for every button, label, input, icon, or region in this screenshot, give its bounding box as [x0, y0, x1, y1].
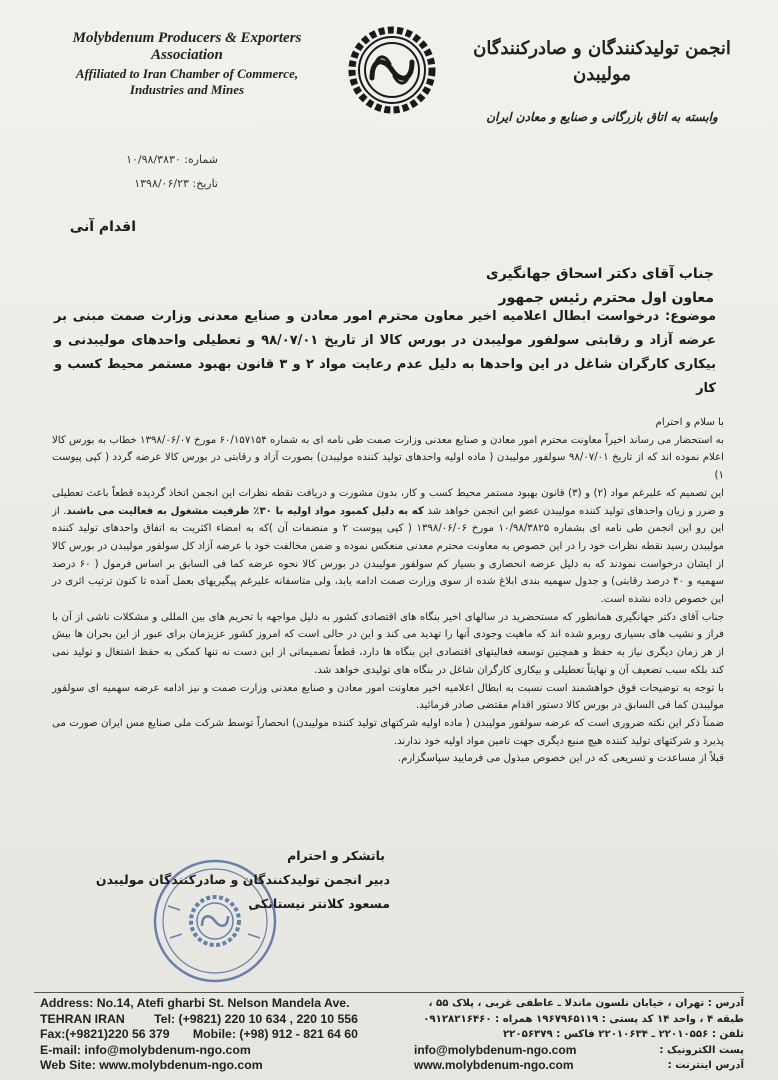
footer-email-fa-row [414, 1043, 744, 1059]
footer-divider [34, 992, 744, 993]
body-paragraph-4: با توجه به توضیحات فوق خواهشمند است نسبت به ابطال اعلامیه اخیر معاونت امور معادن و صنایع معدنی وزارت صمت و نیز ادامه عرضه سهمیه ای سولفور مولیبدن کما فی السابق در بورس کالا دستور اقدام مقتضی صادر فرمائید. [52, 682, 724, 712]
letterhead-english [52, 30, 322, 98]
recipient-block [486, 262, 714, 310]
footer-web-fa-label: آدرس اینترنت : [667, 1060, 744, 1072]
signature-block [96, 844, 390, 916]
letter-subject: موضوع: درخواست ابطال اعلامیه اخیر معاون محترم امور معادن و صنایع معدنی وزارت صمت مبنی بر عرضه آزاد و رقابتی سولفور مولیبدن در بورس کالا از تاریخ ۹۸/۰۷/۰۱ و تعطیلی واحدهای مولیبدنی و بیکاری کارگران شاغل در این واحدها به دلیل عدم رعایت مواد ۲ و ۳ قانون بهبود مستمر محیط کسب و کار [54, 309, 716, 396]
footer-english [40, 996, 358, 1074]
body-paragraph-5: ضمناً ذکر این نکته ضروری است که عرضه سولفور مولیبدن ( ماده اولیه شرکتهای تولید کننده مولیبدن) انحصاراً توسط شرکت ملی صنایع مس ایران صورت می پذیرد و شرکتهای تولید کننده هیچ منبع دیگری جهت تامین مواد اولیه خود ندارند. [52, 717, 724, 747]
body-paragraph-2c: . از این رو این انجمن طی نامه ای بشماره ۱۰/۹۸/۳۸۲۵ مورخ ۱۳۹۸/۰۶/۰۶ ( کپی پیوست ۲ و منضمات آن )که به امضاء اکثریت به اتفاق واحدهای تولید کننده مولیبدن رسید نقطه نظرات خود را در این خصوص به معاونت محترم معدنی منعکس نموده و ضمن مخالفت خود با عرضه آزاد کل سولفور مولیبدن در بورس کالا از ایشان درخواست نمودند که به دلیل عرضه انحصاری و بسیار کم سولفور مولیبدن در بورس کالا نحوه عرضه کما فی السابق بر اساس فرمول ( ۶۰ درصد سهمیه و ۴۰ درصد رقابتی) و جدول سهمیه بندی ابلاغ شده از سوی وزارت صمت ادامه یابد، ولی متاسفانه علیرغم پیگیریهای بعمل آمده تا کنون ترتیب اثری در این خصوص داده نشده است. [52, 505, 724, 606]
footer-persian [414, 996, 744, 1074]
footer-web-fa-value[interactable]: www.molybdenum-ngo.com [414, 1058, 574, 1073]
letter-date: تاریخ: ۱۳۹۸/۰۶/۲۳ [134, 177, 218, 190]
affiliation-fa: وابسته به اتاق بازرگانی و صنایع و معادن ایران [486, 110, 718, 124]
org-name-en-line2: Association [151, 47, 223, 63]
signature-name: مسعود کلانتر نیستانکی [248, 896, 390, 911]
footer-fax-mobile-row [40, 1027, 358, 1043]
footer-tel-en: Tel: (+9821) 220 10 634 , 220 10 556 [154, 1011, 358, 1026]
footer-city-tel-row [40, 1012, 358, 1028]
body-paragraph-2 [52, 485, 724, 609]
affiliation-en-line1: Affiliated to Iran Chamber of Commerce, [75, 66, 299, 81]
association-logo-icon [346, 24, 438, 116]
letterhead-persian [452, 36, 752, 128]
footer-address-en: Address: No.14, Atefi gharbi St. Nelson Mandela Ave. [40, 996, 350, 1010]
recipient-title: معاون اول محترم رئیس جمهور [498, 290, 714, 306]
signature-role: دبیر انجمن تولیدکنندگان و صادرکنندگان مولیبدن [95, 872, 390, 887]
footer-email-en: E-mail: info@molybdenum-ngo.com [40, 1042, 251, 1057]
urgent-label: اقدام آنی [69, 219, 136, 235]
footer-email-fa-value[interactable]: info@molybdenum-ngo.com [414, 1042, 577, 1057]
body-paragraph-3: جناب آقای دکتر جهانگیری همانطور که مستحضرید در سالهای اخیر بنگاه های اقتصادی کشور به دلیل مواجهه با تحریم های بین المللی و مشکلات ناشی از آن با فراز و نشیب های بسیاری روبرو شده اند که ماهیت وجودی آنها را تهدید می کند و این در حالی است که امروز کشور عزیزمان برای عبور از این بحران ها بیش از هر زمان دیگری نیاز به حفظ و همچنین توسعه فعالیتهای اقتصادی این بنگاه ها دارد، قطعاً تصمیماتی از این دست نه تنها کمکی به حفظ اشتغال و تولید نمی کند بلکه سبب تضعیف آن و نهایتاً تعطیلی و بیکاری کارگران شاغل در بنگاه های تولیدی خواهد شد. [52, 611, 724, 676]
body-greeting: با سلام و احترام [655, 417, 724, 428]
affiliation-en-line2: Industries and Mines [129, 82, 245, 97]
recipient-name: جناب آقای دکتر اسحاق جهانگیری [485, 266, 714, 282]
footer-email-fa-label: پست الکترونیک : [659, 1044, 744, 1056]
org-name-en-line1: Molybdenum Producers & Exporters [72, 30, 302, 46]
footer-address-fa: آدرس : تهران ، خیابان نلسون ماندلا ـ عاطفی غربی ، پلاک ۵۵ ، [428, 998, 744, 1009]
letter-meta [126, 148, 218, 196]
footer-web-en: Web Site: www.molybdenum-ngo.com [40, 1058, 263, 1073]
footer-phone-fa: تلفن : ۲۲۰۱۰۵۵۶ ـ ۲۲۰۱۰۶۳۴ فاکس : ۲۲۰۵۶۳۷۹ [502, 1029, 744, 1041]
body-paragraph-2a: این تصمیم که علیرغم مواد (۲) و (۳) قانون بهبود مستمر محیط کسب و کار، بدون مشورت و دریافت نقطه نظرات این انجمن اتخاذ گردیده قطعاً باعث تعطیلی و ضرر و زیان واحدهای تولید کننده مولیبدن عضو این انجمن خواهد شد [52, 487, 724, 517]
letter-number: شماره: ۱۰/۹۸/۳۸۳۰ [126, 153, 218, 166]
footer-web-fa-row [414, 1058, 744, 1074]
body-paragraph-1: به استحضار می رساند اخیراً معاونت محترم امور معادن و صنایع معدنی وزارت صمت طی نامه ای به شماره ۶۰/۱۵۷۱۵۴ مورخ ۱۳۹۸/۰۶/۰۷ خطاب به بورس کالا اعلام نموده اند که از تاریخ ۹۸/۰۷/۰۱ سولفور مولیبدن ( ماده اولیه واحدهای تولید کننده مولیبدن) بصورت آزاد و رقابتی در بورس کالا عرضه گردد ( کپی پیوست ۱) [52, 434, 724, 482]
letter-body [52, 414, 724, 768]
footer-city-en: TEHRAN IRAN [40, 1011, 125, 1026]
org-name-fa: انجمن تولیدکنندگان و صادرکنندگان مولیبدن [473, 38, 731, 85]
signature-closing: باتشکر و احترام [287, 848, 385, 863]
footer-floor-fa: طبقه ۴ ، واحد ۱۴ کد پستی : ۱۹۶۷۹۶۵۱۱۹ همراه : ۰۹۱۲۸۲۱۶۴۶۰ [423, 1013, 744, 1025]
body-paragraph-2-emphasis: که به دلیل کمبود مواد اولیه با ۳۰٪ ظرفیت مشغول به فعالیت می باشند [66, 505, 424, 517]
footer-fax-en: Fax:(+9821)220 56 379 [40, 1027, 170, 1042]
footer-mobile-en: Mobile: (+98) 912 - 821 64 60 [192, 1027, 358, 1042]
body-paragraph-6: قبلاً از مساعدت و تسریعی که در این خصوص مبذول می فرمایید سپاسگزارم. [397, 753, 724, 765]
